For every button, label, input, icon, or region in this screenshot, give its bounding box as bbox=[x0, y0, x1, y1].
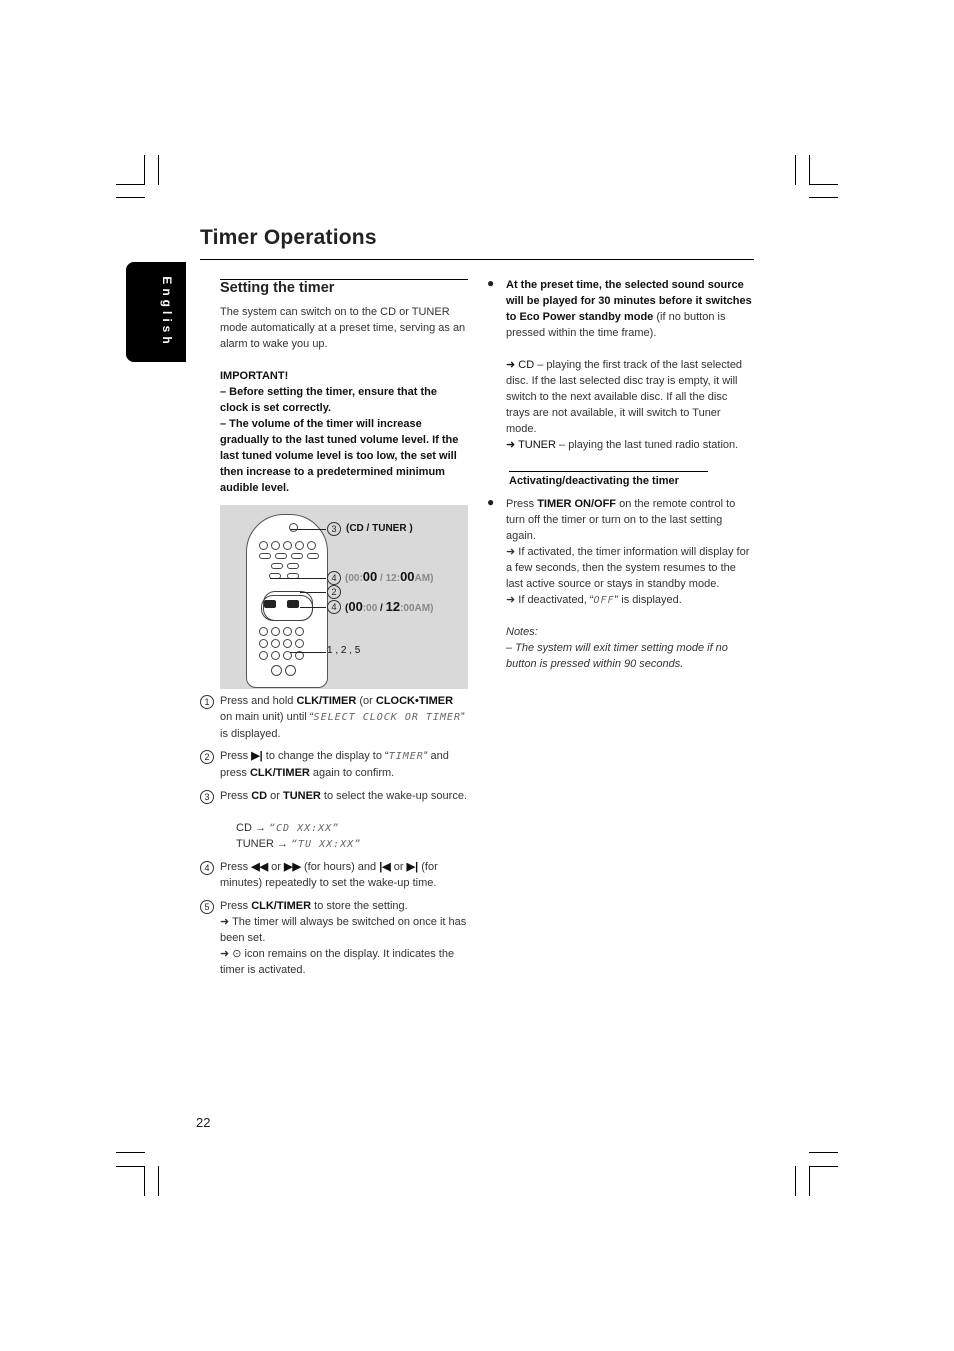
crop-mark bbox=[795, 1166, 796, 1196]
subsection-rule bbox=[509, 471, 708, 472]
step-5: Press CLK/TIMER to store the setting. bbox=[220, 900, 408, 912]
title-rule bbox=[200, 259, 754, 260]
callout-line bbox=[300, 607, 326, 608]
important-item-2: – The volume of the timer will increase gradually to the last tuned volume level. If the last tuned volume level is too low, the set will then increase to a predetermined minimum audible level. bbox=[220, 418, 459, 494]
crop-mark bbox=[144, 1166, 145, 1196]
crop-mark bbox=[809, 155, 810, 185]
note-1: – The system will exit timer setting mode if no button is pressed within 90 seconds. bbox=[506, 642, 728, 670]
step-number: 1 bbox=[200, 695, 214, 709]
callout-hours-dim: (00: bbox=[345, 573, 363, 584]
callout-minutes-suffix: :00AM) bbox=[400, 603, 434, 614]
crop-mark bbox=[809, 197, 838, 198]
deactivated-text: ➜ If deactivated, “OFF” is displayed. bbox=[506, 594, 682, 606]
step-number: 3 bbox=[200, 790, 214, 804]
page-number: 22 bbox=[196, 1115, 211, 1130]
callout-line bbox=[300, 592, 326, 593]
callout-minutes-prefix: ( bbox=[345, 603, 349, 614]
step-number: 2 bbox=[200, 750, 214, 764]
callout-hours-value: 00 bbox=[362, 569, 378, 584]
crop-mark bbox=[158, 155, 159, 185]
step-2: Press ▶| to change the display to “TIMER” and press CLK/TIMER again to confirm. bbox=[220, 750, 449, 779]
cd-behavior: ➜ CD – playing the first track of the last selected disc. If the last selected disc tray is empty, it will switch to the next available disc. If all the disc trays are not available, it will switch to Tuner mode. bbox=[506, 359, 743, 435]
step-5-result-1: ➜ The timer will always be switched on once it has been set. bbox=[220, 916, 467, 944]
callout-hours-suffix: AM) bbox=[414, 573, 434, 584]
important-label: IMPORTANT! bbox=[220, 370, 289, 382]
callout-minutes-dim: :00 bbox=[362, 603, 378, 614]
rewind-icon: ◀◀ bbox=[251, 861, 269, 873]
crop-mark bbox=[116, 184, 145, 185]
step-number: 4 bbox=[200, 861, 214, 875]
section-title: Setting the timer bbox=[220, 280, 335, 296]
callout-line bbox=[270, 578, 326, 579]
crop-mark bbox=[158, 1166, 159, 1196]
crop-mark bbox=[809, 1166, 838, 1167]
step-number: 5 bbox=[200, 900, 214, 914]
language-tab-label: English bbox=[160, 276, 174, 348]
timer-on-off-paragraph: Press TIMER ON/OFF on the remote control to turn off the timer or turn on to the last setting again. bbox=[506, 498, 736, 542]
previous-icon: |◀ bbox=[379, 861, 391, 873]
crop-mark bbox=[809, 1166, 810, 1196]
callout-minutes bbox=[345, 599, 433, 614]
step-3: Press CD or TUNER to select the wake-up source. bbox=[220, 790, 468, 802]
crop-mark bbox=[144, 155, 145, 185]
intro-paragraph: The system can switch on to the CD or TUNER mode automatically at a preset time, serving as an alarm to wake you up. bbox=[220, 306, 466, 350]
page-title: Timer Operations bbox=[200, 226, 377, 249]
callout-steps-1-2-5: 1 , 2 , 5 bbox=[327, 645, 361, 656]
callout-minutes-value2: 12 bbox=[385, 599, 401, 614]
crop-mark bbox=[795, 155, 796, 185]
callout-hours-mid: / 12: bbox=[377, 573, 401, 584]
crop-mark bbox=[116, 1152, 145, 1153]
step-marker-4: 4 bbox=[327, 600, 341, 614]
notes-label: Notes: bbox=[506, 626, 538, 638]
tuner-behavior: ➜ TUNER – playing the last tuned radio station. bbox=[506, 439, 739, 451]
callout-minutes-mid: / bbox=[377, 603, 386, 614]
remote-control-illustration bbox=[246, 514, 328, 688]
crop-mark bbox=[116, 1166, 145, 1167]
callout-line bbox=[290, 652, 326, 653]
next-icon: ▶| bbox=[251, 750, 263, 762]
step-5-result-2: ➜ ⊙ icon remains on the display. It indicates the timer is activated. bbox=[220, 948, 455, 976]
crop-mark bbox=[116, 197, 145, 198]
callout-line bbox=[290, 529, 326, 530]
crop-mark bbox=[809, 1152, 838, 1153]
callout-hours bbox=[345, 569, 433, 584]
step-marker-2: 2 bbox=[327, 585, 341, 599]
fast-forward-icon: ▶▶ bbox=[284, 861, 301, 873]
callout-hours-value2: 00 bbox=[400, 569, 415, 584]
step-1: Press and hold CLK/TIMER (or CLOCK•TIMER on main unit) until “SELECT CLOCK OR TIMER” is displayed. bbox=[220, 695, 465, 740]
callout-minutes-value: 00 bbox=[348, 599, 363, 614]
subsection-title: Activating/deactivating the timer bbox=[509, 475, 679, 487]
bullet-icon: ● bbox=[487, 495, 495, 509]
crop-mark bbox=[809, 184, 838, 185]
step-3-tuner-line: TUNER → “TU XX:XX” bbox=[236, 838, 362, 850]
activated-text: ➜ If activated, the timer information will display for a few seconds, then the system resumes to the last active source or stays in standby mode. bbox=[506, 546, 750, 590]
callout-cd-tuner: (CD / TUNER ) bbox=[346, 523, 413, 534]
language-tab bbox=[126, 262, 186, 362]
step-3-cd-line: CD → “CD XX:XX” bbox=[236, 822, 340, 834]
next-icon: ▶| bbox=[406, 861, 419, 873]
step-marker-4: 4 bbox=[327, 571, 341, 585]
step-marker-3: 3 bbox=[327, 522, 341, 536]
timer-clock-icon: ⊙ bbox=[232, 948, 242, 960]
important-item-1: – Before setting the timer, ensure that the clock is set correctly. bbox=[220, 386, 437, 414]
preset-time-paragraph: At the preset time, the selected sound source will be played for 30 minutes before it switches to Eco Power standby mode (if no button is pressed within the time frame). bbox=[506, 279, 752, 339]
bullet-icon: ● bbox=[487, 276, 495, 290]
step-4: Press ◀◀ or ▶▶ (for hours) and |◀ or ▶| (for minutes) repeatedly to set the wake-up time. bbox=[220, 861, 438, 889]
